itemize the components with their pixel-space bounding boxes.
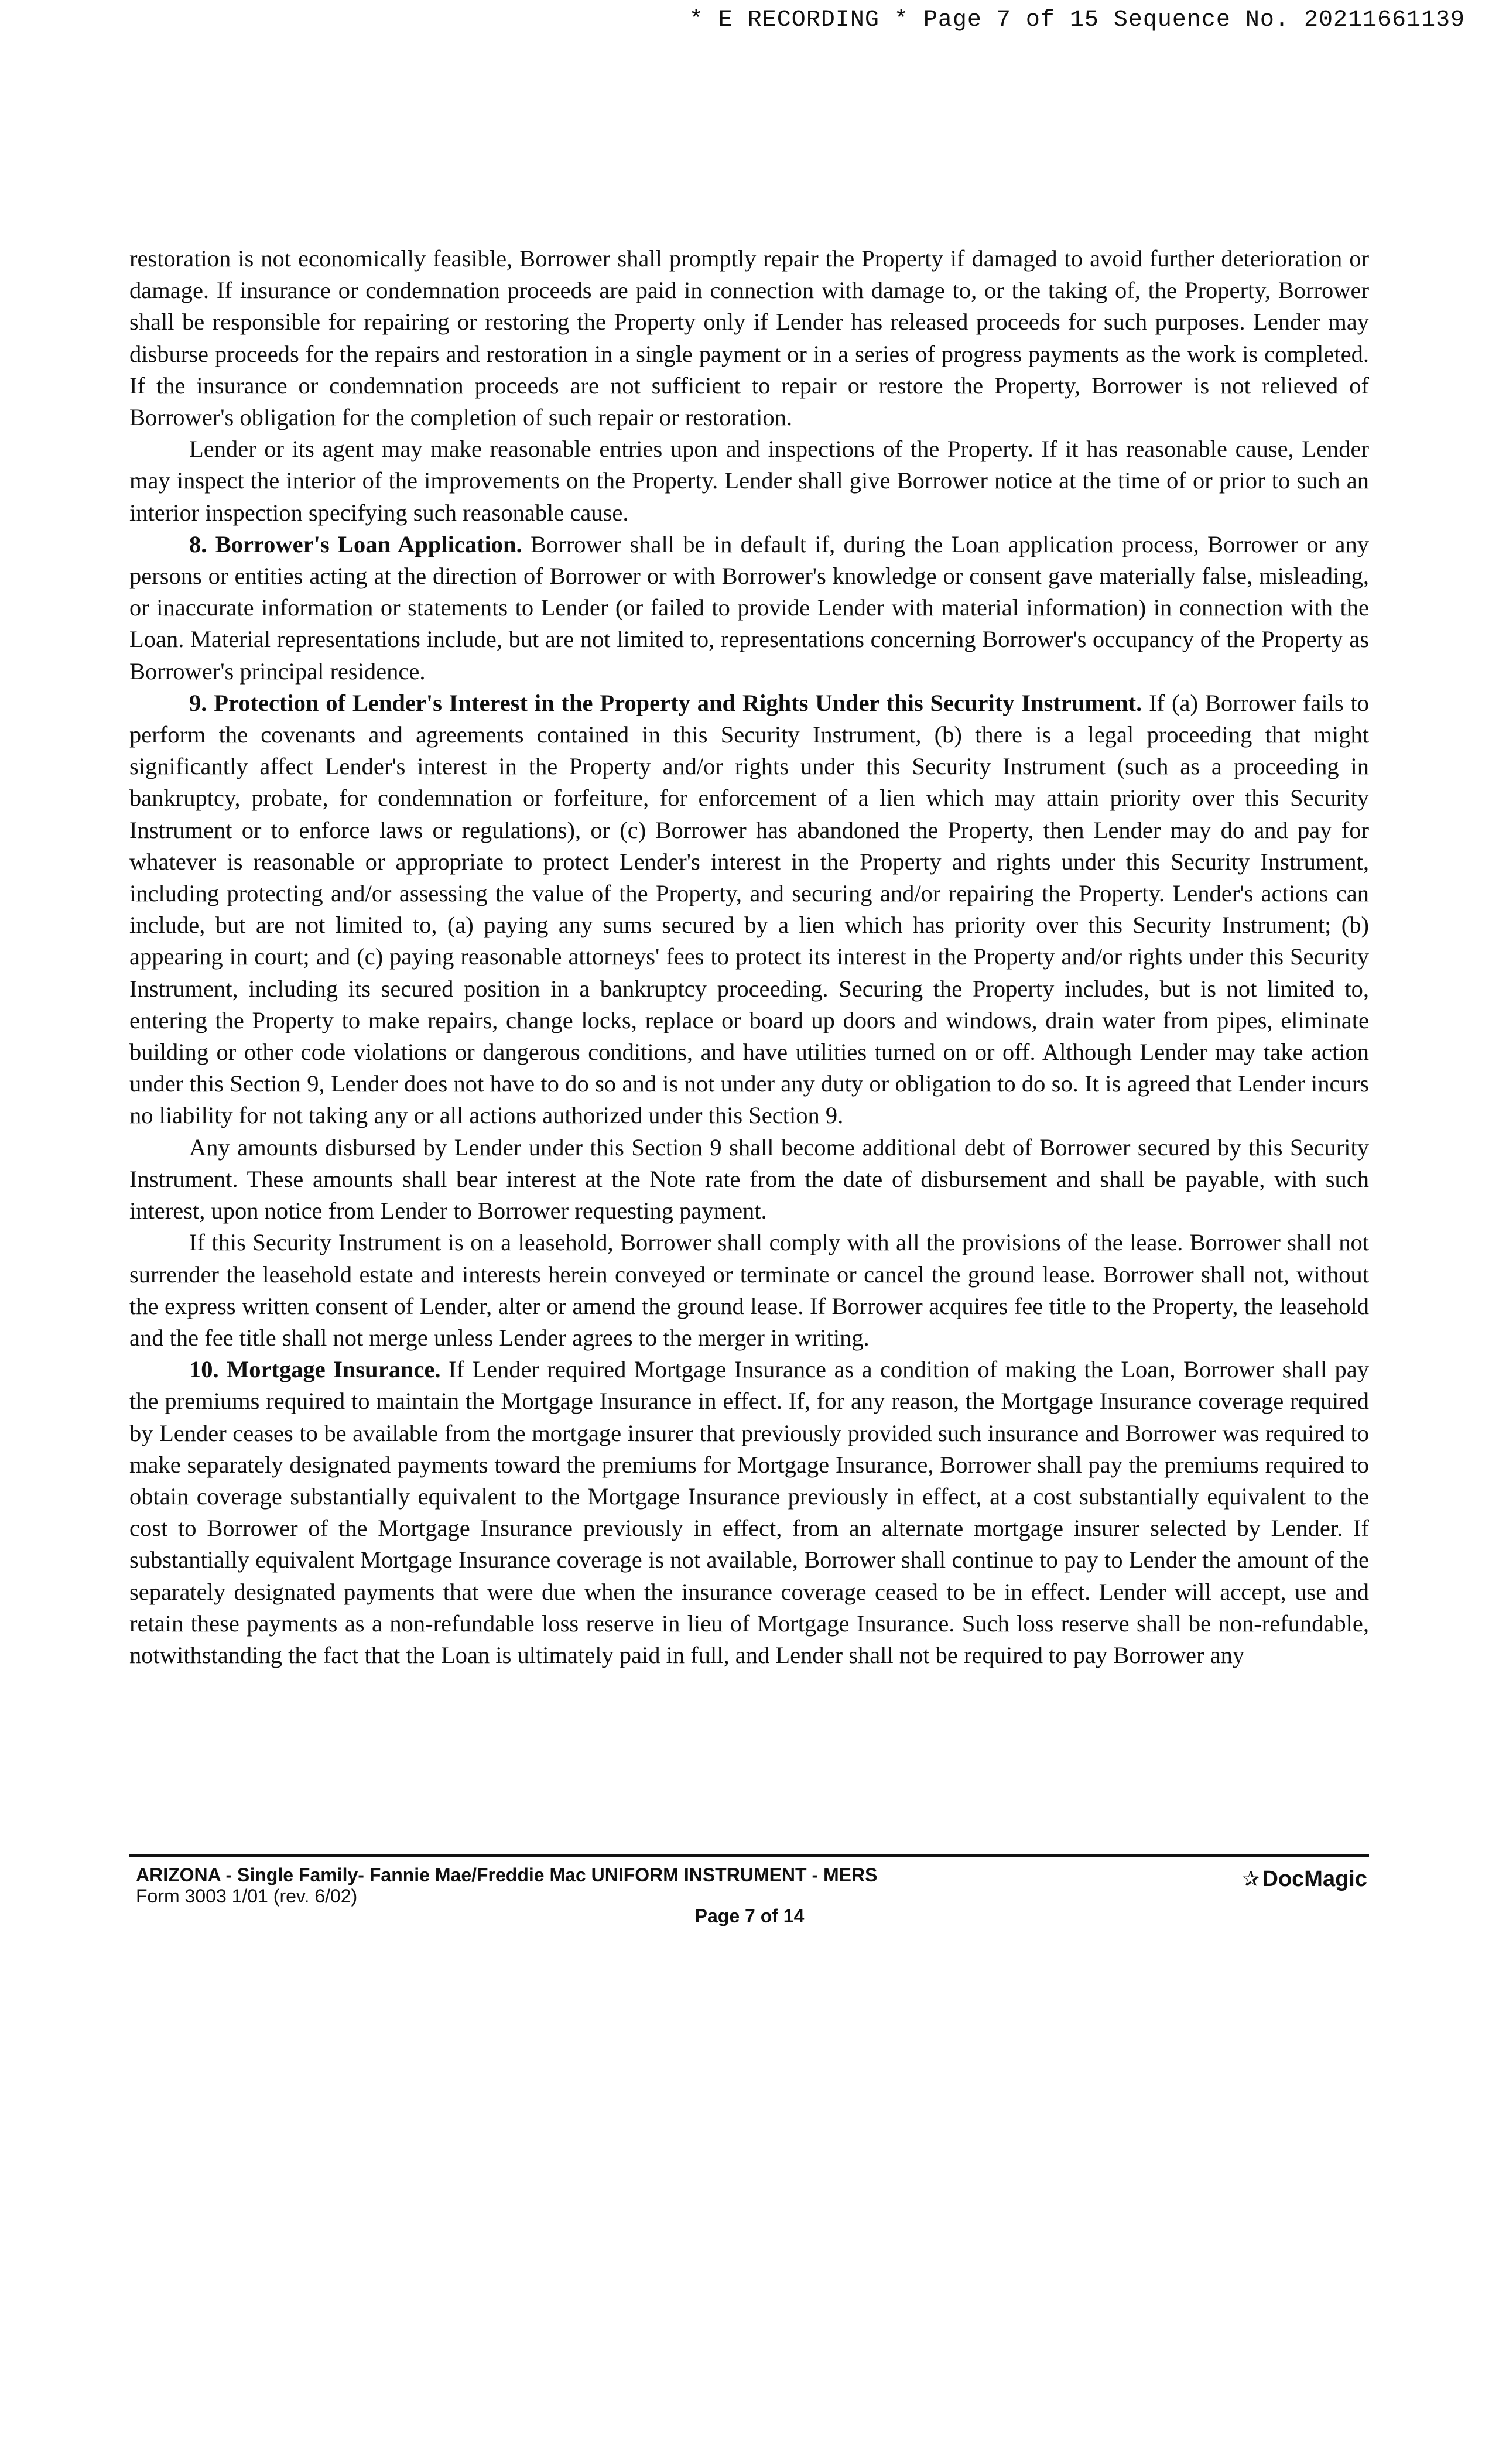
footer-form-title: ARIZONA - Single Family- Fannie Mae/Freddie Mac UNIFORM INSTRUMENT - MERS	[136, 1864, 878, 1885]
paragraph-leasehold: If this Security Instrument is on a leasehold, Borrower shall comply with all the provisions of the lease. Borrower shall not surrender the leasehold estate and interests herein conveyed or terminate or cancel the ground lease. Borrower shall not, without the express written consent of Lender, alter or amend the ground lease. If Borrower acquires fee title to the Property, the leasehold and the fee title shall not merge unless Lender agrees to the merger in writing.	[129, 1229, 1369, 1351]
section-9	[129, 687, 1369, 1132]
footer-form-number: Form 3003 1/01 (rev. 6/02)	[136, 1885, 358, 1907]
section-8	[129, 529, 1369, 687]
docmagic-logo	[1242, 1867, 1367, 1892]
paragraph-inspections: Lender or its agent may make reasonable entries upon and inspections of the Property. If it has reasonable cause, Lender may inspect the interior of the improvements on the Property. Lender shall give Borrower notice at the time of or prior to such an interior inspection specifying such reasonable cause.	[129, 436, 1369, 526]
section-9-number: 9.	[189, 689, 207, 716]
section-10-text: If Lender required Mortgage Insurance as a condition of making the Loan, Borrower shall pay the premiums required to maintain the Mortgage Insurance in effect. If, for any reason, the Mortgage Insurance coverage required by Lender ceases to be available from the mortgage insurer that previously provided such insurance and Borrower was required to make separately designated payments toward the premiums for Mortgage Insurance, Borrower shall pay the premiums required to obtain coverage substantially equivalent to the Mortgage Insurance previously in effect, at a cost substantially equivalent to the cost to Borrower of the Mortgage Insurance previously in effect, from an alternate mortgage insurer selected by Lender. If substantially equivalent Mortgage Insurance coverage is not available, Borrower shall continue to pay to Lender the amount of the separately designated payments that were due when the insurance coverage ceased to be in effect. Lender will accept, use and retain these payments as a non-refundable loss reserve in lieu of Mortgage Insurance. Such loss reserve shall be non-refundable, notwithstanding the fact that the Loan is ultimately paid in full, and Lender shall not be required to pay Borrower any	[129, 1356, 1370, 1668]
section-10	[129, 1354, 1369, 1671]
star-icon: ✰	[1242, 1867, 1260, 1891]
paragraph-restoration: restoration is not economically feasible, Borrower shall promptly repair the Property if damaged to avoid further deterioration or damage. If insurance or condemnation proceeds are paid in connection with damage to, or the taking of, the Property, Borrower shall be responsible for repairing or restoring the Property only if Lender has released proceeds for such purposes. Lender may disburse proceeds for the repairs and restoration in a single payment or in a series of progress payments as the work is completed. If the insurance or condemnation proceeds are not sufficient to repair or restore the Property, Borrower is not relieved of Borrower's obligation for the completion of such repair or restoration.	[129, 245, 1369, 431]
footer-divider	[129, 1854, 1369, 1857]
section-8-title: Borrower's Loan Application.	[215, 531, 522, 557]
section-9-text: If (a) Borrower fails to perform the covenants and agreements contained in this Security Instrument, (b) there is a legal proceeding that might significantly affect Lender's interest in the Property and/or rights under this Security Instrument (such as a proceeding in bankruptcy, probate, for condemnation or forfeiture, for enforcement of a lien which may attain priority over this Security Instrument or to enforce laws or regulations), or (c) Borrower has abandoned the Property, then Lender may do and pay for whatever is reasonable or appropriate to protect Lender's interest in the Property and rights under this Security Instrument, including protecting and/or assessing the value of the Property, and securing and/or repairing the Property. Lender's actions can include, but are not limited to, (a) paying any sums secured by a lien which has priority over this Security Instrument; (b) appearing in court; and (c) paying reasonable attorneys' fees to protect its interest in the Property and/or rights under this Security Instrument, including its secured position in a bankruptcy proceeding. Securing the Property includes, but is not limited to, entering the Property to make repairs, change locks, replace or board up doors and windows, drain water from pipes, eliminate building or other code violations or dangerous conditions, and have utilities turned on or off. Although Lender may take action under this Section 9, Lender does not have to do so and is not under any duty or obligation to do so. It is agreed that Lender incurs no liability for not taking any or all actions authorized under this Section 9.	[129, 689, 1369, 1129]
section-8-number: 8.	[189, 531, 207, 557]
recording-header: * E RECORDING * Page 7 of 15 Sequence No. 20211661139	[689, 7, 1465, 33]
footer-page-number: Page 7 of 14	[694, 1905, 805, 1926]
section-10-number: 10.	[189, 1356, 219, 1383]
section-9-title: Protection of Lender's Interest in the Property and Rights Under this Security Instrument.	[214, 689, 1142, 716]
section-10-title: Mortgage Insurance.	[227, 1356, 441, 1383]
section-8-text: Borrower shall be in default if, during the Loan application process, Borrower or any persons or entities acting at the direction of Borrower or with Borrower's knowledge or consent gave materially false, misleading, or inaccurate information or statements to Lender (or failed to provide Lender with material information) in connection with the Loan. Material representations include, but are not limited to, representations concerning Borrower's occupancy of the Property as Borrower's principal residence.	[129, 531, 1370, 685]
paragraph-amounts-disbursed: Any amounts disbursed by Lender under this Section 9 shall become additional debt of Borrower secured by this Security Instrument. These amounts shall bear interest at the Note rate from the date of disbursement and shall be payable, with such interest, upon notice from Lender to Borrower requesting payment.	[129, 1134, 1369, 1224]
docmagic-brand-text: DocMagic	[1262, 1867, 1367, 1891]
document-body	[129, 243, 1369, 1671]
footer-form-info	[136, 1864, 877, 1907]
